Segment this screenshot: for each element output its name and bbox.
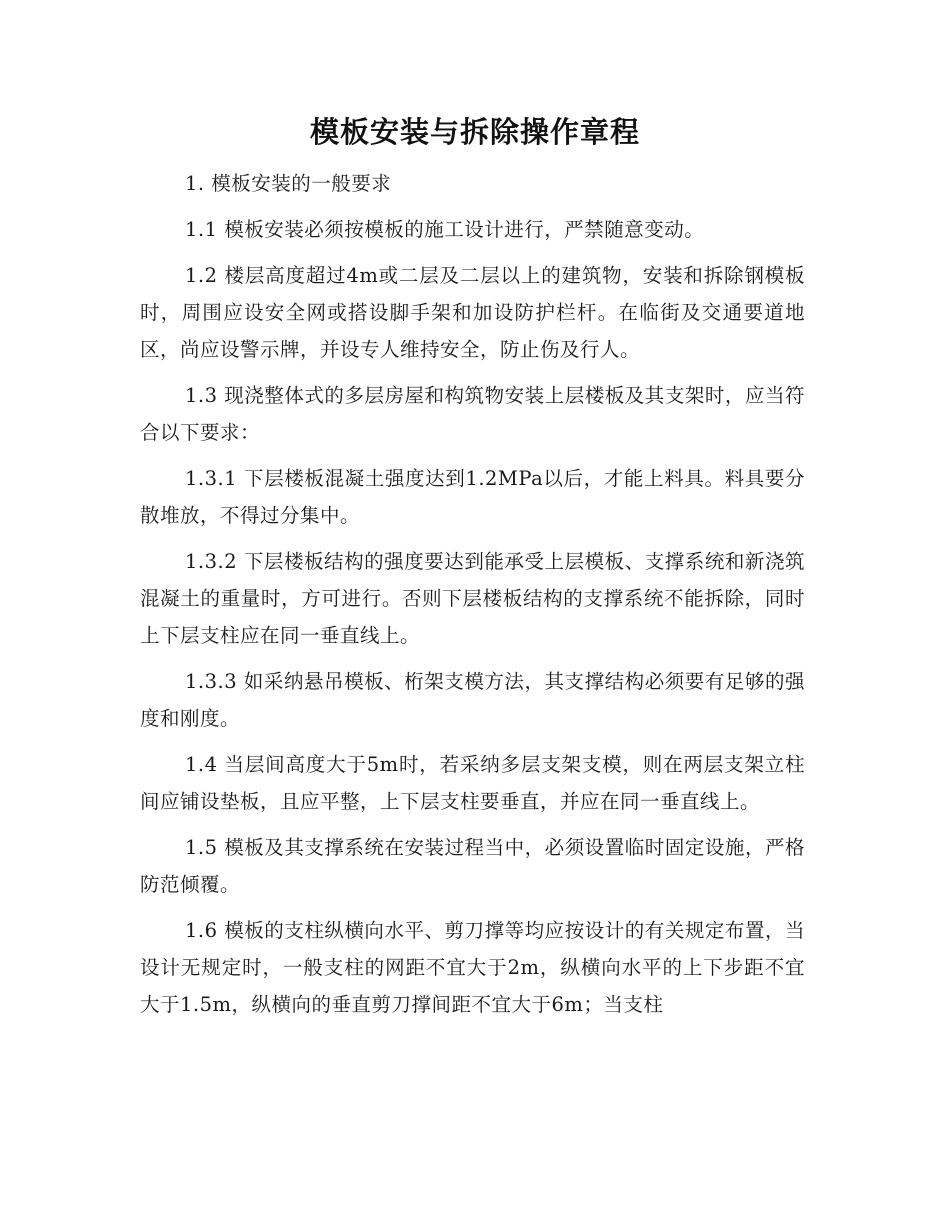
document-title: 模板安装与拆除操作章程	[309, 115, 640, 149]
paragraph-1-6: 1.6 模板的支柱纵横向水平、剪刀撑等均应按设计的有关规定布置，当设计无规定时，一般支柱的网距不宜大于2m，纵横向水平的上下步距不宜大于1.5m，纵横向的垂直剪刀撑间距不宜大于6m；当支柱	[140, 919, 805, 1016]
paragraph-1: 1. 模板安装的一般要求	[185, 172, 392, 195]
paragraph-1-3: 1.3 现浇整体式的多层房屋和构筑物安装上层楼板及其支架时，应当符合以下要求：	[140, 384, 805, 444]
paragraph-1-3-1: 1.3.1 下层楼板混凝土强度达到1.2MPa以后，才能上料具。料具要分散堆放，不得过分集中。	[140, 467, 805, 527]
paragraph-1-4: 1.4 当层间高度大于5m时，若采纳多层支架支模，则在两层支架立柱间应铺设垫板，且应平整，上下层支柱要垂直，并应在同一垂直线上。	[140, 753, 805, 813]
paragraph-1-2: 1.2 楼层高度超过4m或二层及二层以上的建筑物，安装和拆除钢模板时，周围应设安全网或搭设脚手架和加设防护栏杆。在临街及交通要道地区，尚应设警示牌，并设专人维持安全，防止伤及行人。	[140, 264, 805, 361]
paragraph-1-5: 1.5 模板及其支撑系统在安装过程当中，必须设置临时固定设施，严格防范倾覆。	[140, 836, 805, 896]
paragraph-1-3-2: 1.3.2 下层楼板结构的强度要达到能承受上层模板、支撑系统和新浇筑混凝土的重量时，方可进行。否则下层楼板结构的支撑系统不能拆除，同时上下层支柱应在同一垂直线上。	[140, 550, 805, 647]
paragraph-1-1: 1.1 模板安装必须按模板的施工设计进行，严禁随意变动。	[185, 218, 705, 241]
document-body	[140, 165, 805, 1032]
paragraph-1-3-3: 1.3.3 如采纳悬吊模板、桁架支模方法，其支撑结构必须要有足够的强度和刚度。	[140, 670, 805, 730]
